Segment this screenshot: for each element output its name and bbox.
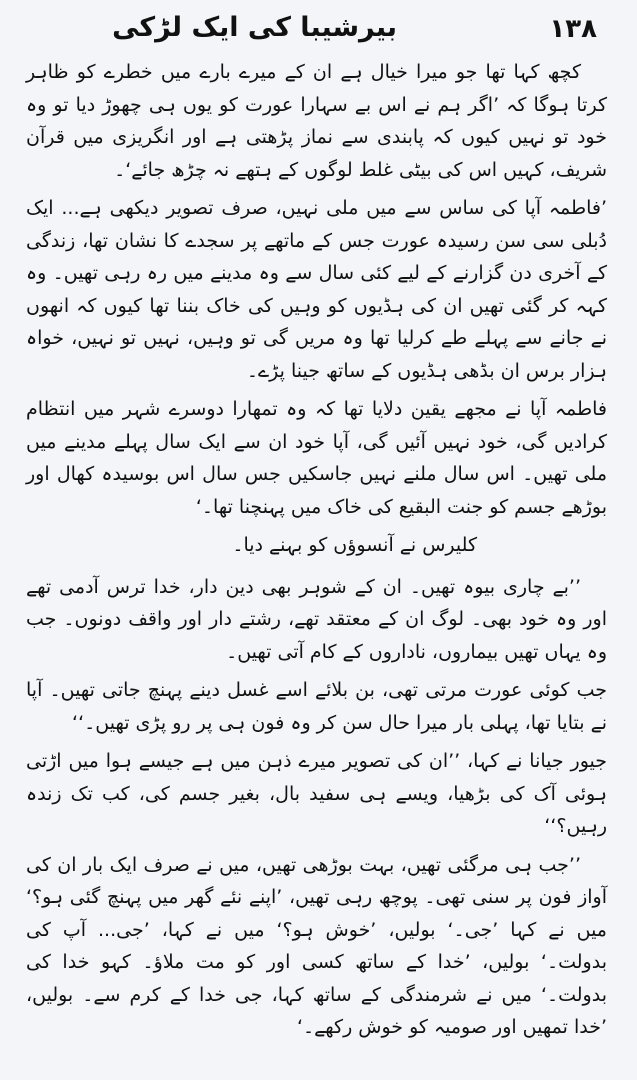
paragraph-7: جیور جیانا نے کہا، ’’ان کی تصویر میرے ذہن میں ہے جیسے ہوا میں اڑتی ہوئی آک کی بڑھیا، ویسے ہی سفید بال، بغیر جسم کی، کب تک زندہ رہیں؟‘‘ (26, 750, 607, 837)
paragraph-1: کچھ کہا تھا جو میرا خیال ہے ان کے میرے بارے میں خطرے کو ظاہر کرتا ہوگا کہ ’اگر ہم نے اس بے سہارا عورت کو یوں ہی چھوڑ دیا تو وہ خود تو نہیں کیوں کہ پابندی سے نماز پڑھتی ہے اور انگریزی میں قرآن شریف، کہیں اس کی بیٹی غلط لوگوں کے ہتھے نہ چڑھ جائے‘۔ (26, 61, 607, 181)
page-body (26, 56, 607, 1050)
paragraph-3: فاطمہ آپا نے مجھے یقین دلایا تھا کہ وہ تمھارا دوسرے شہر میں انتظام کرادیں گی، خود نہیں آئیں گی، آپا خود ان سے ایک سال پہلے مدینے میں ملی تھیں۔ اس سال ملنے نہیں جاسکیں جس سال اس بوسیدہ کھال اور بوڑھے جسم کو جنت البقیع کی خاک میں پہنچنا تھا۔‘ (26, 398, 607, 518)
running-title: بیرشیبا کی ایک لڑکی (112, 12, 397, 43)
page-header (0, 6, 637, 54)
paragraph-4: کلیرس نے آنسوؤں کو بہنے دیا۔ (232, 534, 477, 556)
paragraph-8: ’’جب ہی مرگئی تھیں، بہت بوڑھی تھیں، میں نے صرف ایک بار ان کی آواز فون پر سنی تھی۔ پوچھ رہی تھیں، ’اپنے نئے گھر میں پہنچ گئی ہو؟‘ میں نے کہا ’جی۔‘ بولیں، ’خوش ہو؟‘ میں نے کہا، ’جی... آپ کی بدولت۔‘ بولیں، ’خدا کے ساتھ کسی اور کو مت ملاؤ۔ کہو خدا کی بدولت۔‘ میں نے شرمندگی کے ساتھ کہا، جی خدا کے کرم سے۔ بولیں، ’خدا تمھیں اور صومیہ کو خوش رکھے۔‘ (26, 853, 607, 1038)
paragraph-6: جب کوئی عورت مرتی تھی، بن بلائے اسے غسل دینے پہنچ جاتی تھیں۔ آپا نے بتایا تھا، پہلی بار میرا حال سن کر وہ فون ہی پر رو پڑی تھیں۔‘‘ (26, 679, 607, 734)
page-number: ۱۳۸ (549, 14, 597, 44)
paragraph-5: ’’بے چاری بیوہ تھیں۔ ان کے شوہر بھی دین دار، خدا ترس آدمی تھے اور وہ خود بھی۔ لوگ ان کے معتقد تھے، رشتے دار اور واقف دونوں۔ جب وہ یہاں تھیں بیماروں، ناداروں کے کام آتی تھیں۔ (26, 575, 607, 663)
paragraph-2: ’فاطمہ آپا کی ساس سے میں ملی نہیں، صرف تصویر دیکھی ہے... ایک دُبلی سی سن رسیدہ عورت جس کے ماتھے پر سجدے کا نشان تھا، زندگی کے آخری دن گزارنے کے لیے کئی سال سے وہ مدینے میں رہ رہی تھیں۔ وہ کہہ کر گئی تھیں ان کی ہڈیوں کو وہیں کی خاک بننا تھا کیوں کہ انھوں نے جانے سے پہلے طے کرلیا تھا وہ مریں گی تو وہیں، نہیں تو نہیں، خواہ ہزار برس ان بڈھی ہڈیوں کے ساتھ جینا پڑے۔ (26, 197, 607, 382)
